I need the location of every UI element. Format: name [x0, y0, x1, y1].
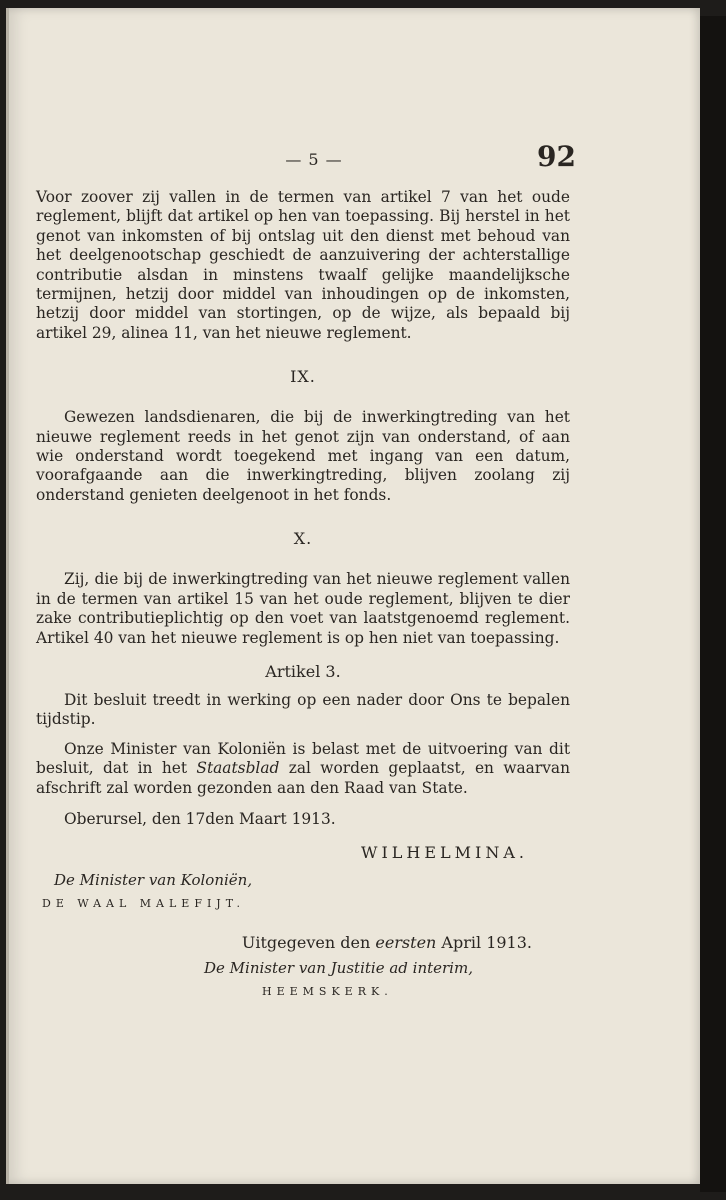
- page-header: [6, 140, 700, 190]
- place-date-line: Oberursel, den 17den Maart 1913.: [64, 809, 336, 828]
- minister-kolonien-title: De Minister van Koloniën,: [54, 871, 253, 890]
- section-heading-x: X.: [293, 529, 313, 549]
- page-number-center: — 5 —: [285, 150, 343, 169]
- paragraph-minister-text-start: Onze Minister van Koloniën is belast met de uitvoering van dit besluit, dat in het: [36, 739, 570, 778]
- paragraph-inwerkingtreding: Dit besluit treedt in werking op een nader door Ons te bepalen tijdstip.: [36, 690, 570, 729]
- minister-kolonien-name: DE WAAL MALEFIJT.: [42, 897, 245, 911]
- paragraph-section-ix: Gewezen landsdienaren, die bij de inwerkingtreding van het nieuwe reglement reeds in het genot zijn van onderstand, of aan wie onderstand wordt toegekend met ingang van een datum, voorafgaande aan die inwerkingtreding, blijven zoolang zij onderstand genieten deelgenoot in het fonds.: [36, 408, 570, 504]
- paragraph-section-x: Zij, die bij de inwerkingtreding van het nieuwe reglement vallen in de termen van artikel 15 van het oude reglement, blijven te dier zake contributieplichtig op den voet van laatstgenoemd reglement. Artikel 40 van het nieuwe reglement is op hen niet van toepassing.: [36, 570, 570, 647]
- paragraph-minister-text-end: zal worden geplaatst, en waarvan afschrift zal worden gezonden aan den Raad van State.: [36, 759, 570, 797]
- document-body: [36, 188, 570, 1013]
- minister-justitie-title: De Minister van Justitie ad interim,: [204, 959, 473, 978]
- signature-queen: WILHELMINA.: [361, 843, 528, 863]
- scan-dark-edge: [700, 16, 726, 1192]
- issued-italic-day: eersten: [375, 933, 437, 953]
- document-page: [6, 8, 700, 1184]
- issued-prefix: Uitgegeven den: [241, 933, 376, 953]
- minister-justitie-name: HEEMSKERK.: [262, 985, 393, 999]
- section-heading-ix: IX.: [290, 367, 316, 387]
- issued-date-line: [242, 933, 532, 952]
- staatsblad-italic: Staatsblad: [196, 759, 280, 778]
- artikel-3-heading: Artikel 3.: [265, 661, 341, 681]
- signature-block: [36, 843, 570, 1013]
- issued-suffix: April 1913.: [436, 933, 532, 953]
- page-number-right: 92: [537, 140, 576, 173]
- paragraph-minister-uitvoering: [36, 740, 570, 798]
- paragraph-article-transition: Voor zoover zij vallen in de termen van artikel 7 van het oude reglement, blijft dat artikel op hen van toepassing. Bij herstel in het genot van inkomsten of bij ontslag uit den dienst met behoud van het deelgenootschap geschiedt de aanzuivering der achterstallige contributie alsdan in minstens twaalf gelijke maandelijksche termijnen, hetzij door middel van inhoudingen op de inkomsten, hetzij door middel van stortingen, op de wijze, als bepaald bij artikel 29, alinea 11, van het nieuwe reglement.: [36, 188, 570, 342]
